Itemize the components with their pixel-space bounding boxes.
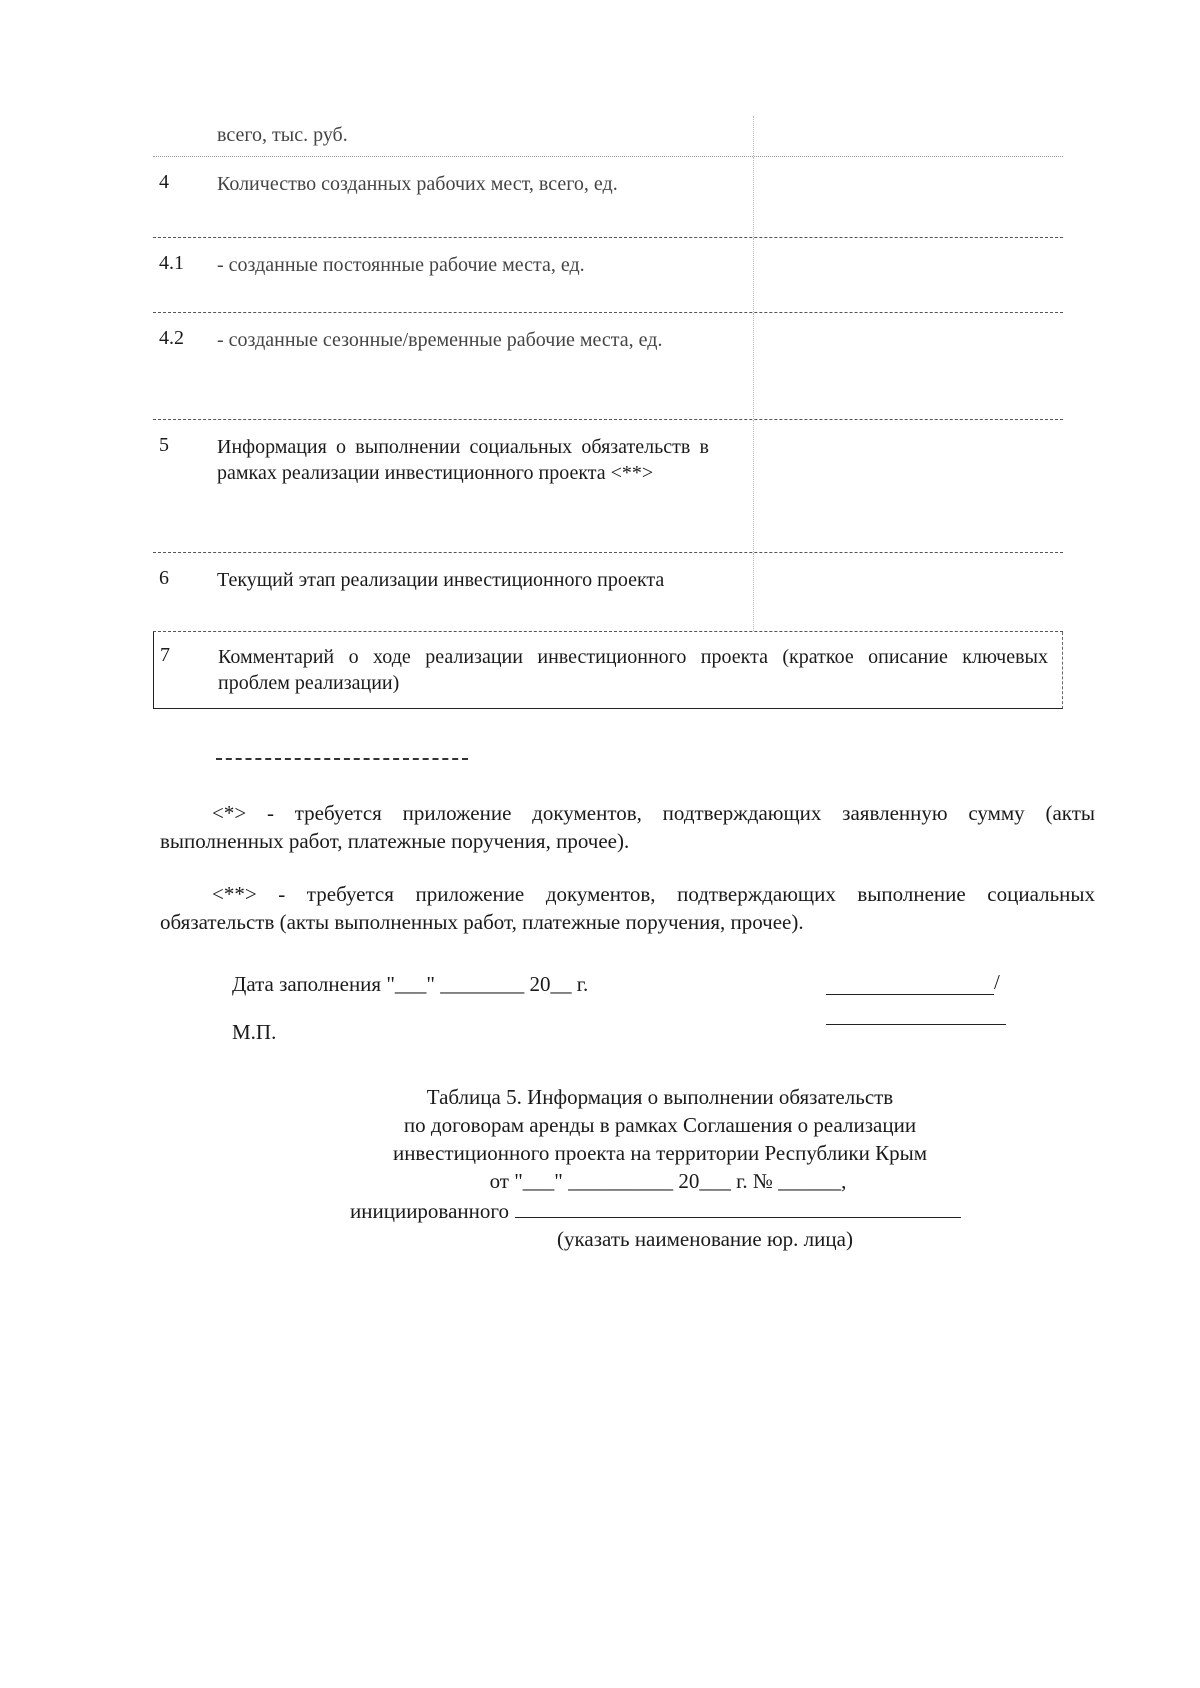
- table-row-4-1: [153, 238, 1063, 313]
- row-label: всего, тыс. руб.: [217, 124, 348, 146]
- initiator-line: [330, 1195, 990, 1225]
- fill-date-line: Дата заполнения "___" ________ 20__ г.: [232, 972, 589, 996]
- signature-slash: /: [994, 970, 1000, 994]
- column-divider: [753, 313, 754, 419]
- row-label: - созданные сезонные/временные рабочие места, ед.: [217, 329, 663, 351]
- row-number: 7: [160, 644, 170, 666]
- footnote-1-text: <*> - требуется приложение документов, подтверждающих заявленную сумму (акты выполненных работ, платежные поручения, прочее).: [160, 801, 1095, 853]
- row-label: Комментарий о ходе реализации инвестиционного проекта (краткое описание ключевых проблем реализации): [218, 646, 1048, 694]
- row-label: - созданные постоянные рабочие места, ед.: [217, 254, 585, 276]
- table-row-6: [153, 553, 1063, 632]
- column-divider: [753, 238, 754, 312]
- footnote-1: [160, 799, 1095, 855]
- table5-title: Таблица 5. Информация о выполнении обязательств: [426, 1085, 894, 1109]
- table-row-4-2: [153, 313, 1063, 420]
- row-number: 6: [159, 567, 169, 589]
- row-number: 4.2: [159, 327, 184, 349]
- signature-name-line: [826, 1024, 1006, 1025]
- footnote-2-text: <**> - требуется приложение документов, подтверждающих выполнение социальных обязательств (акты выполненных работ, платежные поручения, прочее).: [160, 882, 1095, 934]
- footnote-2: [160, 880, 1095, 936]
- row-number: 4.1: [159, 252, 184, 274]
- initiator-label: инициированного: [350, 1199, 509, 1223]
- column-divider: [753, 553, 754, 631]
- table5-title-line3: инвестиционного проекта на территории Республики Крым: [392, 1141, 928, 1165]
- row-number: 5: [159, 434, 169, 456]
- column-divider: [753, 157, 754, 237]
- initiator-hint: (указать наименование юр. лица): [557, 1227, 853, 1251]
- initiator-blank: [515, 1195, 961, 1218]
- table-row-7: [153, 632, 1063, 709]
- table5-header: [330, 1083, 990, 1253]
- table-row-continuation: [153, 116, 1063, 157]
- signature-line: [826, 994, 994, 995]
- column-divider: [753, 420, 754, 552]
- investment-report-table: [153, 116, 1063, 709]
- row-label: Текущий этап реализации инвестиционного проекта: [217, 569, 665, 591]
- row-label: Информация о выполнении социальных обязательств в рамках реализации инвестиционного проекта <**>: [217, 436, 709, 484]
- table-row-5: [153, 420, 1063, 553]
- table5-title-line2: по договорам аренды в рамках Соглашения о реализации: [403, 1113, 917, 1137]
- row-label: Количество созданных рабочих мест, всего, ед.: [217, 173, 618, 195]
- column-divider: [753, 116, 754, 156]
- stamp-place-label: М.П.: [232, 1020, 277, 1044]
- agreement-date-line: от "___" __________ 20___ г. № ______,: [489, 1169, 847, 1193]
- row-number: 4: [159, 171, 169, 193]
- footnote-separator: [216, 758, 468, 760]
- table-row-4: [153, 157, 1063, 238]
